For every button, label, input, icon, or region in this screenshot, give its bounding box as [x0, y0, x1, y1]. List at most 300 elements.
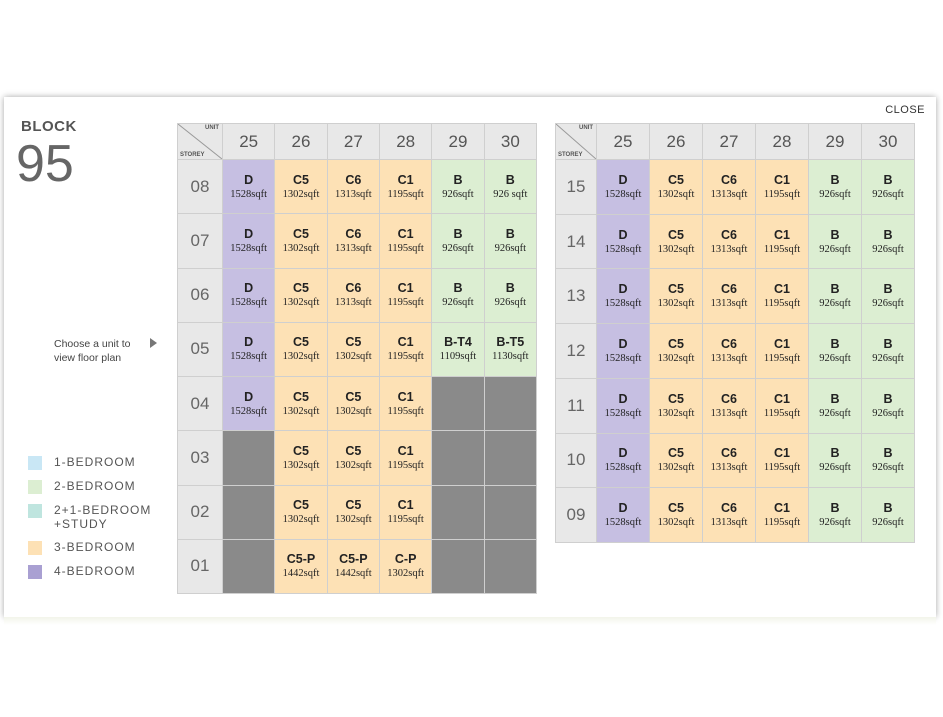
unit-area: 1313sqft [710, 462, 748, 474]
unavailable-cell [432, 377, 484, 431]
unit-area: 1195sqft [763, 517, 801, 529]
unit-cell[interactable] [379, 431, 431, 485]
unit-type: C6 [721, 501, 737, 516]
unit-cell[interactable] [379, 268, 431, 322]
grid-corner [556, 124, 597, 160]
close-button[interactable]: CLOSE [885, 104, 925, 116]
unit-type: D [618, 227, 628, 242]
unavailable-cell [432, 431, 484, 485]
unit-type: C5 [345, 335, 362, 350]
unit-type: C5 [293, 281, 309, 296]
unit-type: C1 [774, 446, 790, 461]
unit-type: C6 [345, 226, 362, 241]
unit-cell[interactable] [703, 378, 756, 433]
unit-cell[interactable] [223, 268, 275, 322]
legend-item-3-bedroom [28, 540, 151, 564]
unit-type: B [830, 446, 840, 461]
unit-type: B [830, 227, 840, 242]
unit-cell[interactable] [327, 322, 379, 376]
unit-type: B [453, 226, 463, 241]
unavailable-cell [484, 431, 536, 485]
unit-cell[interactable] [862, 214, 915, 269]
unit-cell[interactable] [703, 488, 756, 543]
unit-grid-lower-floors [177, 123, 537, 594]
column-header: 29 [432, 124, 484, 160]
unit-cell[interactable] [862, 378, 915, 433]
unit-cell[interactable] [275, 431, 327, 485]
unit-type: C6 [345, 172, 362, 187]
unit-type: C6 [721, 172, 737, 187]
legend-swatch [28, 541, 42, 555]
unit-area: 1195sqft [763, 243, 801, 255]
unit-cell[interactable] [650, 488, 703, 543]
unit-cell[interactable] [432, 214, 484, 268]
column-header: 26 [275, 124, 327, 160]
unit-type: C1 [397, 498, 414, 513]
unit-type: C1 [774, 391, 790, 406]
unit-area: 1195sqft [763, 188, 801, 200]
storey-row [178, 377, 537, 431]
unit-cell[interactable] [379, 485, 431, 539]
unit-area: 1528sqft [604, 298, 642, 310]
unit-cell[interactable] [862, 488, 915, 543]
grid-corner [178, 124, 223, 160]
unit-type: C1 [397, 389, 414, 404]
unit-area: 1528sqft [604, 352, 642, 364]
legend-label: 4-BEDROOM [54, 564, 136, 578]
unit-type: B-T5 [496, 335, 525, 350]
unavailable-cell [484, 539, 536, 593]
storey-row [556, 378, 915, 433]
unit-type: B [830, 282, 840, 297]
unit-cell[interactable] [597, 160, 650, 215]
column-header: 27 [703, 124, 756, 160]
unavailable-cell [223, 539, 275, 593]
unit-cell[interactable] [703, 433, 756, 488]
unit-cell[interactable] [650, 433, 703, 488]
unit-cell[interactable] [703, 214, 756, 269]
unit-type: B [830, 172, 840, 187]
unit-cell[interactable] [597, 433, 650, 488]
unit-type: C6 [721, 391, 737, 406]
unit-type: C5-P [339, 552, 368, 567]
unit-cell[interactable] [862, 160, 915, 215]
unit-type: B [883, 391, 893, 406]
storey-label: 09 [556, 488, 597, 543]
unit-cell[interactable] [327, 431, 379, 485]
unit-cell[interactable] [703, 269, 756, 324]
unit-cell[interactable] [275, 377, 327, 431]
unit-area: 1528sqft [604, 462, 642, 474]
block-label: BLOCK [21, 118, 77, 135]
unit-type: C5 [293, 226, 309, 241]
unit-type: B [883, 501, 893, 516]
unit-type: B [830, 336, 840, 351]
unit-cell[interactable] [650, 269, 703, 324]
unit-area: 1528sqft [604, 407, 642, 419]
unit-cell[interactable] [223, 377, 275, 431]
choose-hint-line1: Choose a unit to [54, 338, 131, 350]
unit-area: 1528sqft [230, 188, 268, 200]
unit-type: D [244, 335, 254, 350]
storey-label: 08 [178, 160, 223, 214]
unit-cell[interactable] [809, 488, 862, 543]
unit-cell[interactable] [484, 214, 536, 268]
unit-type: D [618, 501, 628, 516]
corner-storey-label: STOREY [180, 152, 205, 158]
choose-hint-line2: view floor plan [54, 352, 122, 364]
unit-area: 926sqft [494, 297, 527, 309]
legend-item-1-bedroom [28, 455, 151, 479]
unit-cell[interactable] [275, 268, 327, 322]
unit-cell[interactable] [223, 214, 275, 268]
unit-area: 926sqft [819, 407, 851, 419]
unit-cell[interactable] [703, 324, 756, 379]
unit-cell[interactable] [597, 488, 650, 543]
unit-area: 1195sqft [387, 514, 424, 526]
unit-area: 1313sqft [710, 407, 748, 419]
unit-cell[interactable] [597, 324, 650, 379]
unit-type: C5 [668, 227, 684, 242]
unit-cell[interactable] [275, 160, 327, 214]
unit-area: 1302sqft [282, 459, 320, 471]
unit-type: C1 [774, 282, 790, 297]
unit-area: 1528sqft [230, 351, 268, 363]
unit-cell[interactable] [597, 269, 650, 324]
unit-area: 1302sqft [334, 351, 372, 363]
unit-area: 1195sqft [763, 352, 801, 364]
unit-type: B [830, 501, 840, 516]
unit-type: D [244, 389, 254, 404]
unit-area: 1302sqft [657, 407, 695, 419]
unit-cell[interactable] [223, 160, 275, 214]
unit-type: C1 [397, 443, 414, 458]
unit-cell[interactable] [275, 485, 327, 539]
unit-cell[interactable] [327, 377, 379, 431]
choose-unit-hint [54, 337, 130, 365]
unit-cell[interactable] [756, 378, 809, 433]
panel-shadow [4, 617, 936, 625]
unit-type: D [618, 336, 628, 351]
unavailable-cell [432, 485, 484, 539]
unit-cell[interactable] [756, 214, 809, 269]
storey-label: 11 [556, 378, 597, 433]
legend-label: 3-BEDROOM [54, 540, 136, 554]
unit-area: 1195sqft [387, 459, 424, 471]
unit-area: 926sqft [819, 517, 851, 529]
unit-area: 1130sqft [492, 351, 529, 363]
block-number: 95 [16, 135, 74, 193]
storey-row [178, 485, 537, 539]
storey-row [556, 433, 915, 488]
unit-cell[interactable] [862, 269, 915, 324]
legend-label: 2-BEDROOM [54, 479, 136, 493]
unit-type: C5 [345, 389, 362, 404]
storey-label: 15 [556, 160, 597, 215]
corner-storey-label: STOREY [558, 152, 583, 158]
unit-cell[interactable] [432, 322, 484, 376]
unavailable-cell [484, 485, 536, 539]
unit-area: 926sqft [819, 298, 851, 310]
unit-cell[interactable] [432, 268, 484, 322]
storey-label: 13 [556, 269, 597, 324]
unit-area: 1313sqft [710, 352, 748, 364]
unit-cell[interactable] [809, 378, 862, 433]
column-header: 26 [650, 124, 703, 160]
unit-area: 1302sqft [657, 352, 695, 364]
unit-type: D [244, 172, 254, 187]
unit-type: B [505, 226, 515, 241]
unit-type: B [453, 172, 463, 187]
unit-area: 1302sqft [657, 188, 695, 200]
unit-cell[interactable] [327, 485, 379, 539]
legend-item-2-1-bedroom-study [28, 503, 151, 540]
unit-cell[interactable] [432, 160, 484, 214]
unit-type: B [505, 172, 515, 187]
unit-cell[interactable] [650, 160, 703, 215]
unit-cell[interactable] [862, 324, 915, 379]
unit-type: B [830, 391, 840, 406]
unit-type: B [883, 227, 893, 242]
unit-cell[interactable] [809, 269, 862, 324]
unit-area: 1313sqft [710, 188, 748, 200]
unit-area: 926sqft [494, 242, 527, 254]
unit-area: 1313sqft [710, 517, 748, 529]
unit-type: C5 [293, 389, 309, 404]
storey-label: 12 [556, 324, 597, 379]
unit-area: 1195sqft [387, 351, 424, 363]
column-header: 25 [223, 124, 275, 160]
unit-type: C1 [397, 281, 414, 296]
storey-label: 02 [178, 485, 223, 539]
unavailable-cell [484, 377, 536, 431]
unit-area: 1195sqft [763, 407, 801, 419]
storey-label: 01 [178, 539, 223, 593]
unit-type: B [883, 172, 893, 187]
unit-area: 1302sqft [282, 242, 320, 254]
unit-area: 1528sqft [230, 297, 268, 309]
unit-cell[interactable] [379, 160, 431, 214]
unit-cell[interactable] [275, 539, 327, 593]
column-header: 29 [809, 124, 862, 160]
unit-cell[interactable] [327, 539, 379, 593]
unit-type: C5 [293, 443, 309, 458]
unit-type: C6 [721, 282, 737, 297]
unit-cell[interactable] [650, 378, 703, 433]
unit-area: 926 sqft [493, 188, 528, 200]
storey-row [556, 214, 915, 269]
storey-row [178, 268, 537, 322]
unit-cell[interactable] [379, 539, 431, 593]
unit-area: 926sqft [872, 188, 904, 200]
legend-swatch [28, 504, 42, 518]
storey-row [556, 269, 915, 324]
storey-row [178, 214, 537, 268]
legend-label: 2+1-BEDROOM [54, 503, 152, 517]
unit-cell[interactable] [650, 214, 703, 269]
unit-type: C1 [774, 501, 790, 516]
unit-cell[interactable] [809, 214, 862, 269]
legend-swatch [28, 480, 42, 494]
unit-area: 1302sqft [657, 243, 695, 255]
unit-area: 1302sqft [282, 514, 320, 526]
unit-area: 1195sqft [387, 297, 424, 309]
unit-type: C5 [668, 446, 684, 461]
unit-area: 1302sqft [282, 297, 320, 309]
unit-type: C1 [774, 172, 790, 187]
unit-area: 1528sqft [604, 517, 642, 529]
unit-area: 1313sqft [334, 188, 372, 200]
unit-area: 1109sqft [439, 351, 477, 363]
unit-area: 926sqft [872, 407, 904, 419]
storey-row [178, 539, 537, 593]
unit-area: 1302sqft [657, 517, 695, 529]
unit-type: C5 [293, 498, 309, 513]
unit-cell[interactable] [597, 214, 650, 269]
unit-type: B [883, 336, 893, 351]
unit-area: 1195sqft [387, 405, 424, 417]
column-header: 25 [597, 124, 650, 160]
unit-type: B [453, 281, 463, 296]
unit-area: 1302sqft [657, 298, 695, 310]
unit-type: C5 [668, 391, 684, 406]
storey-label: 14 [556, 214, 597, 269]
unit-area: 926sqft [872, 352, 904, 364]
unit-cell[interactable] [756, 433, 809, 488]
unit-area: 926sqft [442, 188, 474, 200]
unit-cell[interactable] [862, 433, 915, 488]
unit-cell[interactable] [223, 322, 275, 376]
storey-label: 04 [178, 377, 223, 431]
unit-type: C6 [345, 281, 362, 296]
unit-type: C1 [774, 336, 790, 351]
unit-area: 1302sqft [334, 514, 372, 526]
unit-type: C1 [397, 335, 414, 350]
unit-type: D [244, 226, 254, 241]
unit-area: 926sqft [872, 517, 904, 529]
unit-area: 1528sqft [604, 243, 642, 255]
unit-type: B-T4 [444, 335, 472, 350]
unit-cell[interactable] [756, 324, 809, 379]
unit-area: 926sqft [442, 242, 474, 254]
unit-area: 926sqft [872, 462, 904, 474]
unit-cell[interactable] [327, 160, 379, 214]
unit-cell[interactable] [275, 214, 327, 268]
unit-cell[interactable] [379, 214, 431, 268]
unit-type: B [505, 281, 515, 296]
unit-cell[interactable] [379, 322, 431, 376]
legend-item-2-bedroom [28, 479, 151, 503]
storey-label: 06 [178, 268, 223, 322]
arrow-right-icon [150, 338, 157, 348]
storey-row [556, 324, 915, 379]
unit-cell[interactable] [484, 322, 536, 376]
unit-type: C5 [293, 335, 309, 350]
unit-area: 1302sqft [282, 188, 320, 200]
unit-type: C1 [774, 227, 790, 242]
unit-cell[interactable] [484, 268, 536, 322]
unit-area: 926sqft [442, 297, 474, 309]
legend-item-4-bedroom [28, 564, 151, 588]
unit-area: 1313sqft [710, 243, 748, 255]
unit-area: 1195sqft [763, 462, 801, 474]
storey-row [178, 431, 537, 485]
unit-type: C5 [345, 498, 362, 513]
unit-cell[interactable] [756, 269, 809, 324]
unit-type: C5 [293, 172, 309, 187]
unit-cell[interactable] [809, 324, 862, 379]
legend [28, 455, 151, 588]
unit-grid-upper-floors [555, 123, 915, 543]
unit-area: 1528sqft [230, 405, 268, 417]
unit-cell[interactable] [484, 160, 536, 214]
unit-area: 1302sqft [282, 351, 320, 363]
unit-cell[interactable] [650, 324, 703, 379]
unit-cell[interactable] [809, 433, 862, 488]
unit-type: C6 [721, 446, 737, 461]
unit-area: 926sqft [819, 188, 851, 200]
unit-cell[interactable] [327, 214, 379, 268]
unit-type: C5-P [286, 552, 316, 567]
unit-area: 1528sqft [604, 188, 642, 200]
unit-cell[interactable] [275, 322, 327, 376]
storey-row [556, 488, 915, 543]
unit-cell[interactable] [756, 160, 809, 215]
legend-swatch [28, 565, 42, 579]
unit-type: C1 [397, 226, 414, 241]
legend-label: 1-BEDROOM [54, 455, 136, 469]
storey-label: 07 [178, 214, 223, 268]
unit-type: C5 [668, 501, 684, 516]
unit-type: D [244, 281, 254, 296]
unit-area: 1302sqft [282, 405, 320, 417]
unit-cell[interactable] [597, 378, 650, 433]
unit-area: 1302sqft [657, 462, 695, 474]
unit-cell[interactable] [809, 160, 862, 215]
unit-area: 1195sqft [763, 298, 801, 310]
unit-cell[interactable] [327, 268, 379, 322]
unit-type: C5 [668, 172, 684, 187]
storey-row [178, 322, 537, 376]
unavailable-cell [223, 431, 275, 485]
legend-swatch [28, 456, 42, 470]
column-header: 28 [756, 124, 809, 160]
column-header: 30 [862, 124, 915, 160]
unit-area: 926sqft [819, 352, 851, 364]
unit-cell[interactable] [703, 160, 756, 215]
unit-type: C5 [668, 336, 684, 351]
unavailable-cell [223, 485, 275, 539]
storey-row [556, 160, 915, 215]
unit-cell[interactable] [379, 377, 431, 431]
unit-type: C6 [721, 227, 737, 242]
unit-area: 1442sqft [282, 568, 320, 580]
unit-cell[interactable] [756, 488, 809, 543]
unit-area: 926sqft [872, 243, 904, 255]
column-header: 30 [484, 124, 536, 160]
unit-type: D [618, 172, 628, 187]
unit-area: 926sqft [819, 462, 851, 474]
unit-area: 1302sqft [334, 459, 372, 471]
corner-unit-label: UNIT [579, 125, 593, 131]
unit-area: 926sqft [819, 243, 851, 255]
unit-type: D [618, 282, 628, 297]
storey-row [178, 160, 537, 214]
unit-type: C-P [394, 552, 417, 567]
unit-type: C5 [345, 443, 362, 458]
unit-type: D [618, 446, 628, 461]
storey-label: 05 [178, 322, 223, 376]
